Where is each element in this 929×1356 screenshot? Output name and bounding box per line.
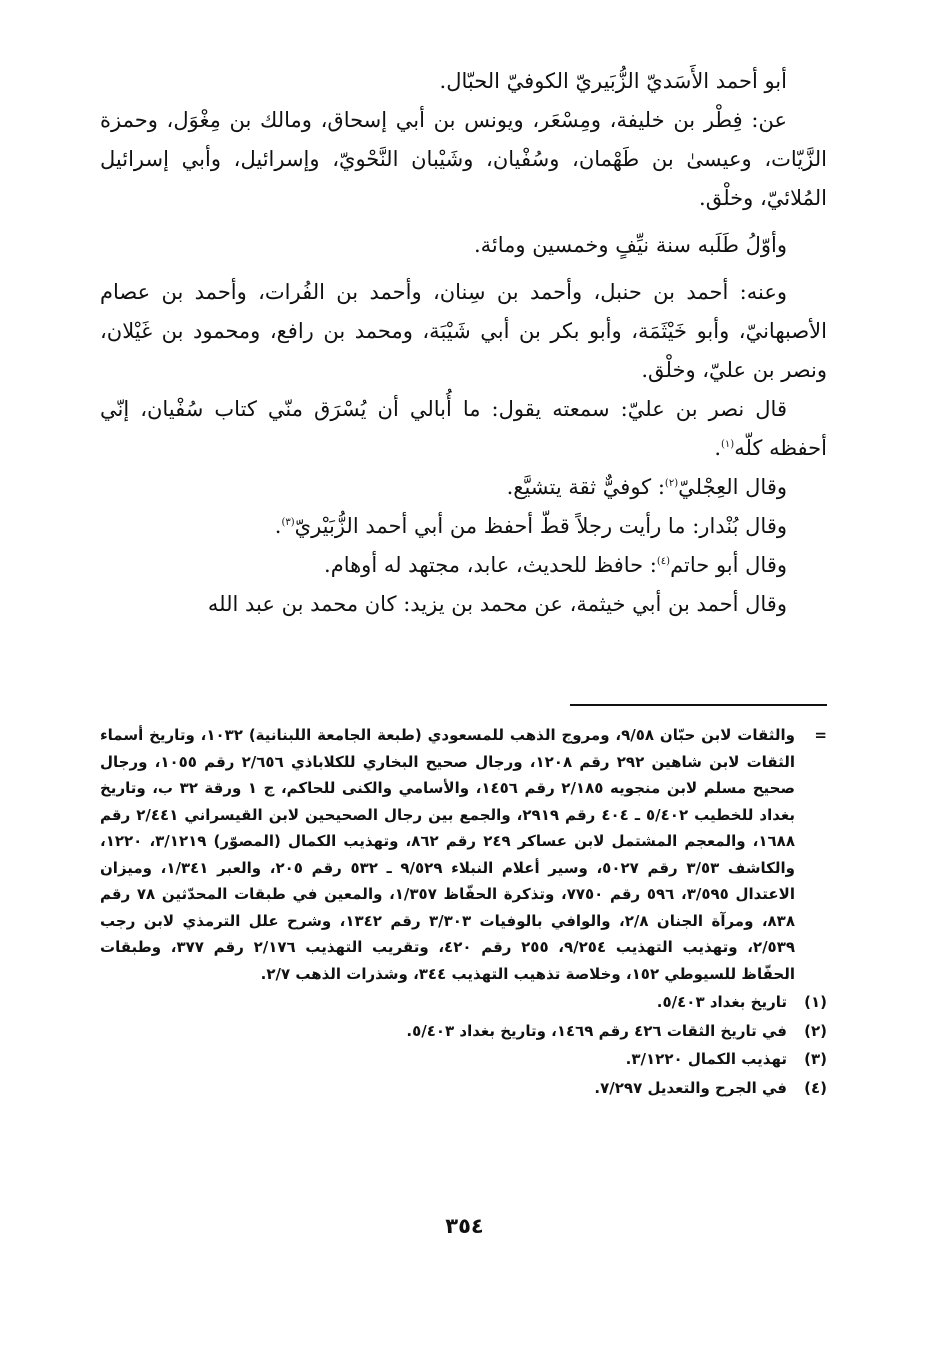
paragraph: وقال أحمد بن أبي خيثمة، عن محمد بن يزيد: كان محمد بن عبد الله: [207, 592, 787, 616]
footnote: [100, 989, 827, 1016]
footnote: [100, 1046, 827, 1073]
footnote: [100, 1018, 827, 1045]
footnote-ref: (٤): [656, 556, 671, 567]
footnote-number: (١): [804, 993, 827, 1011]
footnote-ref: (٣): [281, 517, 295, 528]
paragraph: وقال بُنْدار: ما رأيت رجلاً قطّ أحفظ من أبي أحمد الزُّبَيْريّ$^{(٣)}$.: [274, 514, 787, 538]
paragraph: عن: فِطْر بن خليفة، ومِسْعَر، ويونس بن أبي إسحاق، ومالك بن مِغْوَل، وحمزة الزَّيّات، وعيسىٰ بن طَهْمان، وسُفْيان، وشَيْبان النَّحْويّ، وإسرائيل، وأبي إسرائيل المُلائيّ، وخلْق.: [100, 108, 827, 210]
footnote-number: (٣): [804, 1050, 827, 1068]
paragraph: وقال أبو حاتم$^{(٤)}$: حافظ للحديث، عابد، مجتهد له أوهام.: [324, 553, 787, 577]
footnote-divider: [570, 704, 827, 706]
footnotes: [100, 722, 827, 1101]
footnote-text: تهذيب الكمال ٣/١٢٢٠.: [625, 1050, 787, 1068]
main-text: [100, 62, 827, 624]
paragraph: وأوّلُ طَلَبه سنة نيِّفٍ وخمسين ومائة.: [473, 233, 787, 257]
page-number: ٣٥٤: [445, 1214, 484, 1238]
continuation-marker: =: [814, 726, 827, 744]
footnote: [100, 1075, 827, 1102]
paragraph: وقال العِجْليّ$^{(٢)}$: كوفيٌّ ثقة يتشيَّع.: [506, 475, 787, 499]
paragraph: وعنه: أحمد بن حنبل، وأحمد بن سِنان، وأحمد بن الفُرات، وأحمد بن عصام الأصبهانيّ، وأبو خَيْثَمَة، وأبو بكر بن أبي شَيْبَة، ومحمد بن رافع، ومحمود بن غَيْلان، ونصر بن عليّ، وخلْق.: [100, 280, 827, 382]
footnote-text: في الجرح والتعديل ٧/٢٩٧.: [594, 1078, 787, 1097]
paragraph: قال نصر بن عليّ: سمعته يقول: ما أُبالي أن يُسْرَق منّي كتاب سُفْيان، إنّي أحفظه كلّه$^{(١)}$.: [100, 397, 827, 460]
footnote-text: والثقات لابن حبّان ٩/٥٨، ومروج الذهب للمسعودي (طبعة الجامعة اللبنانية) ١٠٣٢، وتاريخ أسماء الثقات لابن شاهين ٢٩٢ رقم ١٢٠٨، ورجال صحيح البخاري للكلاباذي ٢/٦٥٦ رقم ١٠٥٥، ورجال صحيح مسلم لابن منجويه ٢/١٨٥ رقم ١٤٥٦، والأسامي والكنى للحاكم، ج ١ ورقة ٣٢ ب، وتاريخ بغداد للخطيب ٥/٤٠٢ ـ ٤٠٤ رقم ٢٩١٩، والجمع بين رجال الصحيحين لابن القيسراني ٢/٤٤١ رقم ١٦٨٨، والمعجم المشتمل لابن عساكر ٢٤٩ رقم ٨٦٢، وتهذيب الكمال (المصوّر) ٣/١٢١٩، ١٢٢٠، والكاشف ٣/٥٣ رقم ٥٠٢٧، وسير أعلام النبلاء ٩/٥٢٩ ـ ٥٣٢ رقم ٢٠٥، والعبر ١/٣٤١، وميزان الاعتدال ٣/٥٩٥، ٥٩٦ رقم ٧٧٥٠، وتذكرة الحفّاظ ١/٣٥٧، والمعين في طبقات المحدّثين ٧٨ رقم ٨٣٨، ومرآة الجنان ٢/٨، والوافي بالوفيات ٣/٣٠٣ رقم ١٣٤٢، وشرح علل الترمذي لابن رجب ٢/٥٣٩، وتهذيب التهذيب ٩/٢٥٤، ٢٥٥ رقم ٤٢٠، وتقريب التهذيب ٢/١٧٦ رقم ٣٧٧، وطبقات الحفّاظ للسيوطي ١٥٢، وخلاصة تذهيب التهذيب ٣٤٤، وشذرات الذهب ٢/٧.: [100, 726, 796, 983]
footnote-continued: [100, 722, 827, 987]
footnote-ref: (٢): [664, 478, 679, 489]
footnote-ref: (١): [721, 439, 735, 450]
paragraph: أبو أحمد الأَسَديّ الزُّبَيريّ الكوفيّ الحبّال.: [439, 69, 787, 93]
footnote-number: (٢): [804, 1021, 827, 1040]
footnote-text: تاريخ بغداد ٥/٤٠٣.: [656, 993, 787, 1011]
footnote-text: في تاريخ الثقات ٤٢٦ رقم ١٤٦٩، وتاريخ بغداد ٥/٤٠٣.: [406, 1021, 787, 1040]
footnote-number: (٤): [804, 1078, 827, 1097]
